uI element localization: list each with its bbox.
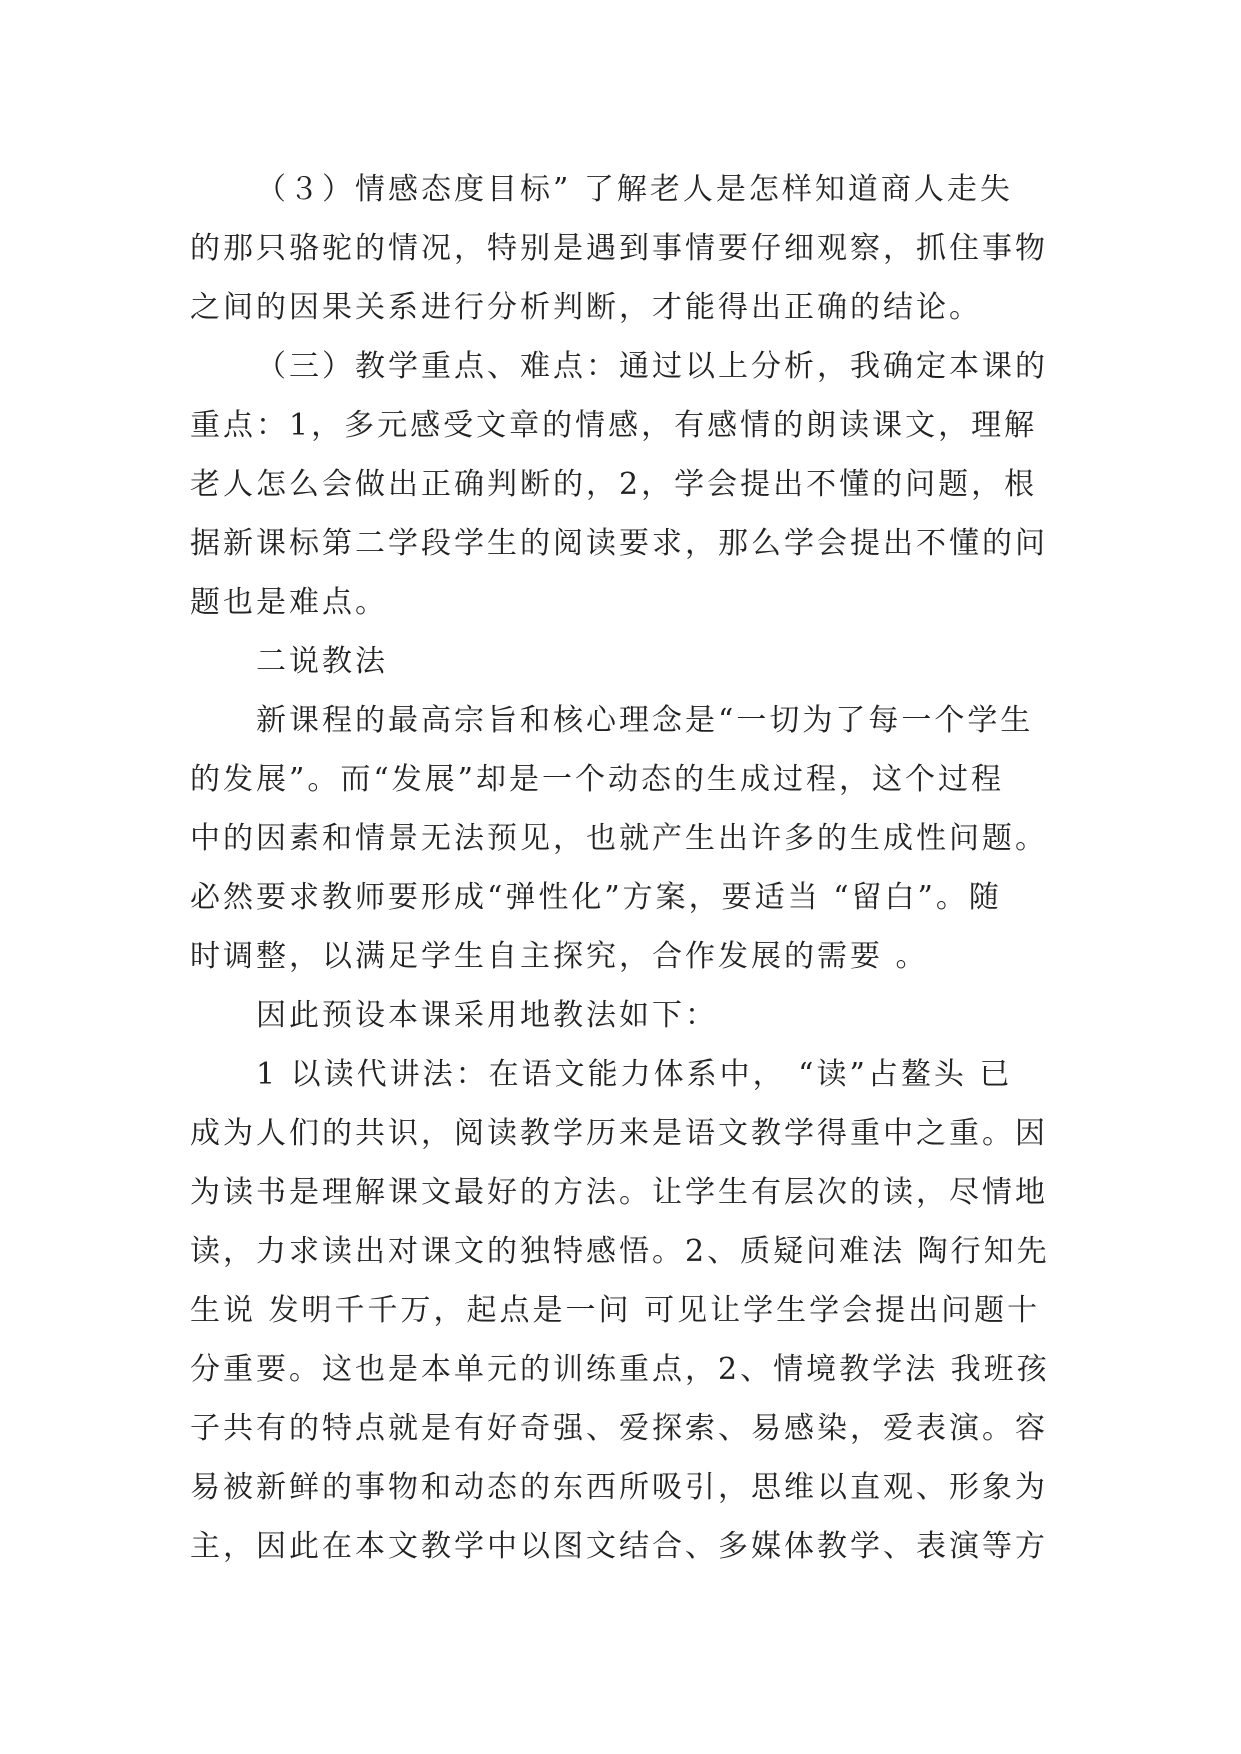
text-line: 题也是难点。 xyxy=(190,585,388,620)
text-line: 据新课标第二学段学生的阅读要求，那么学会提出不懂的问 xyxy=(190,526,1048,561)
text-line: 的那只骆驼的情况，特别是遇到事情要仔细观察，抓住事物 xyxy=(190,231,1048,266)
text-line: 1 以读代讲法：在语文能力体系中， “读”占鳌头 已 xyxy=(256,1057,1013,1092)
text-line: （３）情感态度目标” 了解老人是怎样知道商人走失 xyxy=(256,172,1013,207)
text-line: 老人怎么会做出正确判断的，2，学会提出不懂的问题，根 xyxy=(190,467,1038,502)
text-line: （三）教学重点、难点：通过以上分析，我确定本课的 xyxy=(256,349,1048,384)
text-line: 之间的因果关系进行分析判断，才能得出正确的结论。 xyxy=(190,290,982,325)
text-line: 易被新鲜的事物和动态的东西所吸引，思维以直观、形象为 xyxy=(190,1470,1048,1505)
text-line: 主，因此在本文教学中以图文结合、多媒体教学、表演等方 xyxy=(190,1529,1048,1564)
text-line: 因此预设本课采用地教法如下： xyxy=(256,998,718,1033)
text-line: 中的因素和情景无法预见，也就产生出许多的生成性问题。 xyxy=(190,821,1048,856)
section-heading: 二说教法 xyxy=(256,644,388,679)
text-line: 的发展”。而“发展”却是一个动态的生成过程，这个过程 xyxy=(190,762,1005,797)
text-line: 新课程的最高宗旨和核心理念是“一切为了每一个学生 xyxy=(256,703,1034,738)
text-line: 时调整，以满足学生自主探究，合作发展的需要 。 xyxy=(190,939,929,974)
document-body xyxy=(190,160,1060,1576)
text-line: 生说 发明千千万，起点是一问 可见让学生学会提出问题十 xyxy=(190,1293,1041,1328)
text-line: 必然要求教师要形成“弹性化”方案，要适当 “留白”。随 xyxy=(190,880,1002,915)
text-line: 子共有的特点就是有好奇强、爱探索、易感染，爱表演。容 xyxy=(190,1411,1048,1446)
text-line: 为读书是理解课文最好的方法。让学生有层次的读，尽情地 xyxy=(190,1175,1048,1210)
text-line: 重点：1，多元感受文章的情感，有感情的朗读课文，理解 xyxy=(190,408,1038,443)
text-line: 读，力求读出对课文的独特感悟。2、质疑问难法 陶行知先 xyxy=(190,1234,1050,1269)
text-line: 分重要。这也是本单元的训练重点，2、情境教学法 我班孩 xyxy=(190,1352,1050,1387)
text-line: 成为人们的共识，阅读教学历来是语文教学得重中之重。因 xyxy=(190,1116,1048,1151)
